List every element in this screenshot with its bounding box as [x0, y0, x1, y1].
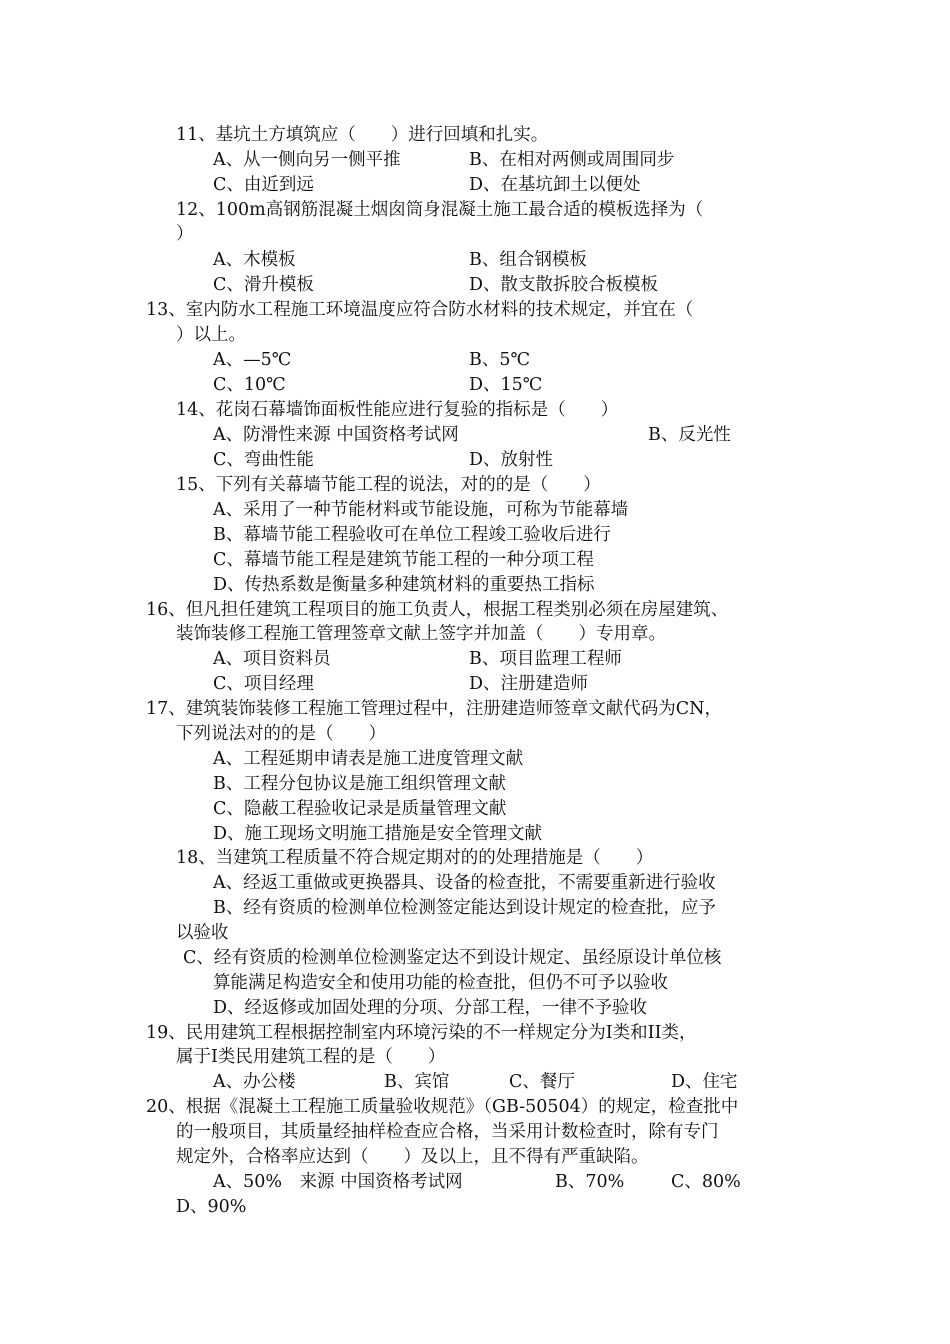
question-18-option-d: D、经返修或加固处理的分项、分部工程，一律不予验收	[213, 998, 648, 1018]
question-15-option-c: C、幕墙节能工程是建筑节能工程的一种分项工程	[213, 550, 594, 570]
question-19-option-b: B、宾馆	[384, 1072, 450, 1092]
question-18-stem: 18、当建筑工程质量不符合规定期对的的处理措施是（ ）	[176, 848, 654, 868]
question-11-option-b: B、在相对两侧或周围同步	[469, 150, 675, 170]
question-17-stem-cont: 下列说法对的的是（ ）	[176, 724, 386, 744]
question-15-option-d: D、传热系数是衡量多种建筑材料的重要热工指标	[213, 575, 595, 595]
question-13-option-c: C、10℃	[213, 375, 286, 395]
question-14-option-a: A、防滑性来源 中国资格考试网	[213, 425, 459, 445]
question-13-stem-cont: ）以上。	[176, 325, 246, 345]
question-18-option-c-cont: 算能满足构造安全和使用功能的检查批，但仍不可予以验收	[213, 973, 668, 993]
question-18-option-b: B、经有资质的检测单位检测签定能达到设计规定的检查批，应予	[213, 898, 716, 918]
question-12-option-c: C、滑升模板	[213, 275, 314, 295]
question-19-option-c: C、餐厅	[509, 1072, 575, 1092]
question-17-option-a: A、工程延期申请表是施工进度管理文献	[213, 749, 524, 769]
question-13-option-a: A、—5℃	[213, 350, 292, 370]
question-20-stem-cont-2: 规定外，合格率应达到（ ）及以上，且不得有严重缺陷。	[176, 1147, 649, 1167]
question-16-option-a: A、项目资料员	[213, 649, 331, 669]
question-16-option-d: D、注册建造师	[469, 674, 589, 694]
question-19-option-a: A、办公楼	[213, 1072, 296, 1092]
question-20-option-d: D、90%	[176, 1197, 247, 1217]
question-12-stem: 12、100m高钢筋混凝土烟囱筒身混凝土施工最合适的模板选择为（	[176, 200, 704, 220]
question-15-option-b: B、幕墙节能工程验收可在单位工程竣工验收后进行	[213, 525, 611, 545]
question-19-stem: 19、民用建筑工程根据控制室内环境污染的不一样规定分为Ⅰ类和ⅠI类，	[146, 1023, 697, 1043]
question-14-option-d: D、放射性	[469, 450, 554, 470]
question-18-option-c: C、经有资质的检测单位检测鉴定达不到设计规定、虽经原设计单位核	[183, 948, 722, 968]
question-12-option-d: D、散支散拆胶合板模板	[469, 275, 659, 295]
question-20-stem-cont-1: 的一般项目，其质量经抽样检查应合格，当采用计数检查时，除有专门	[176, 1122, 719, 1142]
question-20-stem: 20、根据《混凝土工程施工质量验收规范》（GB-50504）的规定，检查批中	[146, 1097, 739, 1117]
question-18-option-b-cont: 以验收	[176, 923, 229, 943]
question-11-option-a: A、从一侧向另一侧平推	[213, 150, 401, 170]
question-16-stem: 16、但凡担任建筑工程项目的施工负责人，根据工程类别必须在房屋建筑、	[146, 600, 729, 620]
question-15-option-a: A、采用了一种节能材料或节能设施，可称为节能幕墙	[213, 500, 629, 520]
question-17-stem: 17、建筑装饰装修工程施工管理过程中，注册建造师签章文献代码为CN，	[146, 699, 722, 719]
question-17-option-c: C、隐蔽工程验收记录是质量管理文献	[213, 799, 507, 819]
question-16-stem-cont: 装饰装修工程施工管理签章文献上签字并加盖（ ）专用章。	[176, 624, 666, 644]
question-13-option-d: D、15℃	[469, 375, 543, 395]
question-16-option-c: C、项目经理	[213, 674, 314, 694]
question-20-option-b: B、70%	[555, 1172, 625, 1192]
question-15-stem: 15、下列有关幕墙节能工程的说法，对的的是（ ）	[176, 475, 601, 495]
question-16-option-b: B、项目监理工程师	[469, 649, 622, 669]
question-12-option-a: A、木模板	[213, 250, 296, 270]
question-19-stem-cont: 属于Ⅰ类民用建筑工程的是（ ）	[176, 1047, 446, 1067]
question-20-option-a: A、50% 来源 中国资格考试网	[213, 1172, 463, 1192]
question-14-stem: 14、花岗石幕墙饰面板性能应进行复验的指标是（ ）	[176, 400, 619, 420]
question-12-option-b: B、组合钢模板	[469, 250, 587, 270]
question-19-option-d: D、住宅	[671, 1072, 738, 1092]
question-20-option-c: C、80%	[671, 1172, 741, 1192]
question-11-option-d: D、在基坑卸土以便处	[469, 175, 641, 195]
question-14-option-b: B、反光性	[648, 425, 731, 445]
question-14-option-c: C、弯曲性能	[213, 450, 314, 470]
question-11-option-c: C、由近到远	[213, 175, 314, 195]
question-17-option-b: B、工程分包协议是施工组织管理文献	[213, 774, 506, 794]
question-13-stem: 13、室内防水工程施工环境温度应符合防水材料的技术规定，并宜在（	[146, 300, 694, 320]
question-13-option-b: B、5℃	[469, 350, 531, 370]
question-18-option-a: A、经返工重做或更换器具、设备的检查批，不需要重新进行验收	[213, 873, 716, 893]
question-17-option-d: D、施工现场文明施工措施是安全管理文献	[213, 824, 543, 844]
question-12-stem-cont: ）	[176, 224, 194, 244]
question-11-stem: 11、基坑土方填筑应（ ）进行回填和扎实。	[176, 125, 549, 145]
